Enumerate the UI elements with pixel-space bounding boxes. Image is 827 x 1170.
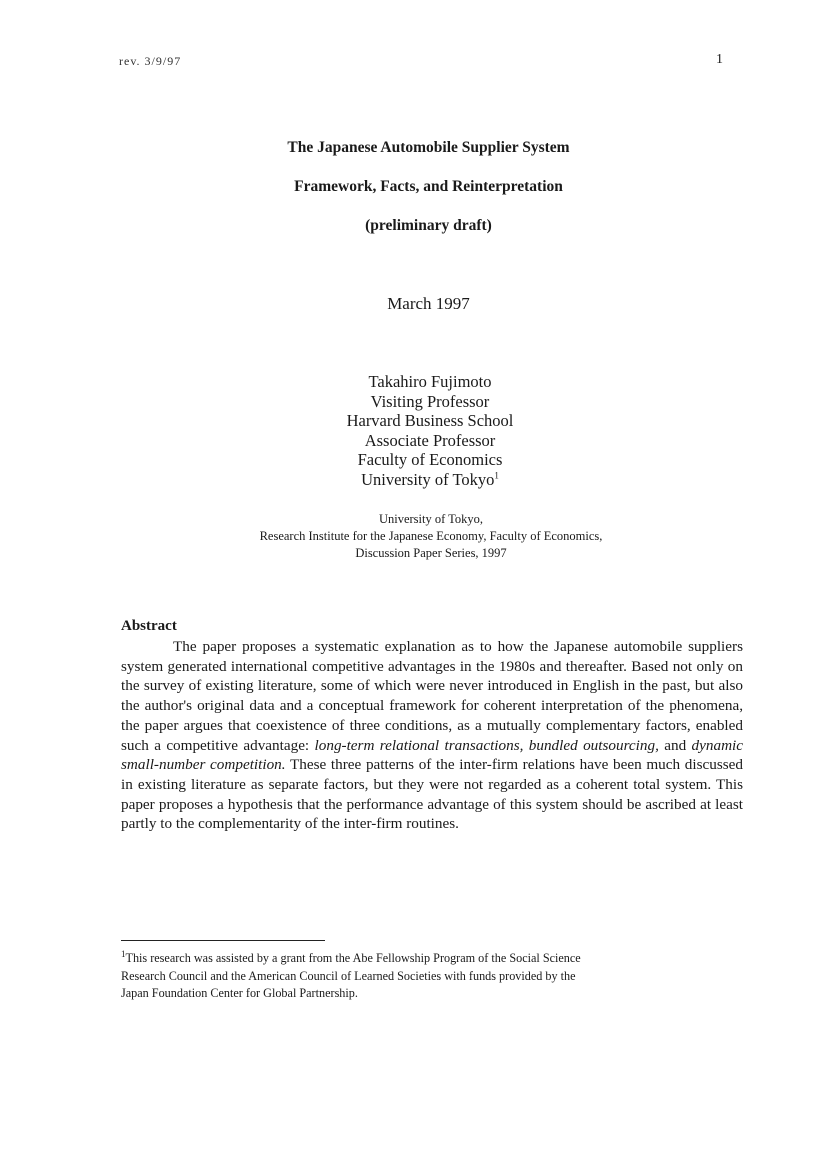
footnote-text: This research was assisted by a grant from the Abe Fellowship Program of the Social Science (125, 951, 581, 965)
author-name: Takahiro Fujimoto (368, 372, 492, 391)
author-affiliation: Harvard Business School (346, 411, 514, 431)
abstract-text: and (658, 736, 692, 754)
footnote-divider (121, 940, 325, 941)
footnote-line: Research Council and the American Council of Learned Societies with funds provided by the (121, 968, 576, 983)
publication-line: Research Institute for the Japanese Economy, Faculty of Economics, (259, 529, 603, 543)
author-block (300, 372, 560, 490)
revision-date: rev. 3/9/97 (119, 54, 182, 68)
footnote (121, 950, 721, 1003)
abstract-italic-term: long-term relational transactions, bundled outsourcing, (314, 736, 659, 754)
footnote-reference: 1 (494, 470, 499, 481)
paper-subtitle: Framework, Facts, and Reinterpretation (294, 178, 563, 195)
draft-status: (preliminary draft) (365, 217, 492, 234)
author-affiliation: Faculty of Economics (357, 450, 503, 470)
abstract-heading: Abstract (121, 618, 177, 634)
publication-info (0, 511, 827, 562)
abstract-italic-term: dynamic small-number competition. (121, 736, 743, 774)
page-number: 1 (716, 52, 723, 67)
publication-line: University of Tokyo, (378, 512, 484, 526)
footnote-marker: 1 (121, 948, 126, 959)
author-university: University of Tokyo (361, 469, 495, 489)
footnote-line: Japan Foundation Center for Global Partnership. (121, 986, 358, 1000)
abstract-text: The paper proposes a systematic explanation as to how the Japanese automobile suppliers system generated international competitive advantages in the 1980s and thereafter. Based not only on the survey of existing literature, some of which were never introduced in English in the past, but also the author's original data and a conceptual framework for coherent interpretation of the phenomena, the paper argues that coexistence of three conditions, as a mutually complementary factors, enabled such a competitive advantage: (121, 638, 743, 754)
author-affiliation: Associate Professor (364, 430, 496, 450)
author-affiliation: Visiting Professor (370, 391, 490, 411)
footnote-line (121, 950, 721, 968)
publication-line: Discussion Paper Series, 1997 (355, 546, 507, 560)
abstract-body (121, 637, 743, 834)
abstract-text: These three patterns of the inter-firm relations have been much discussed in existing literature as separate factors, but they were not regarded as a coherent total system. This paper proposes a hypothesis that the performance advantage of this system should be ascribed at least partly to the complementarity of the inter-firm routines. (121, 756, 743, 833)
paper-date: March 1997 (387, 294, 470, 313)
author-affiliation-last (300, 470, 560, 490)
paper-title: The Japanese Automobile Supplier System (287, 139, 570, 156)
